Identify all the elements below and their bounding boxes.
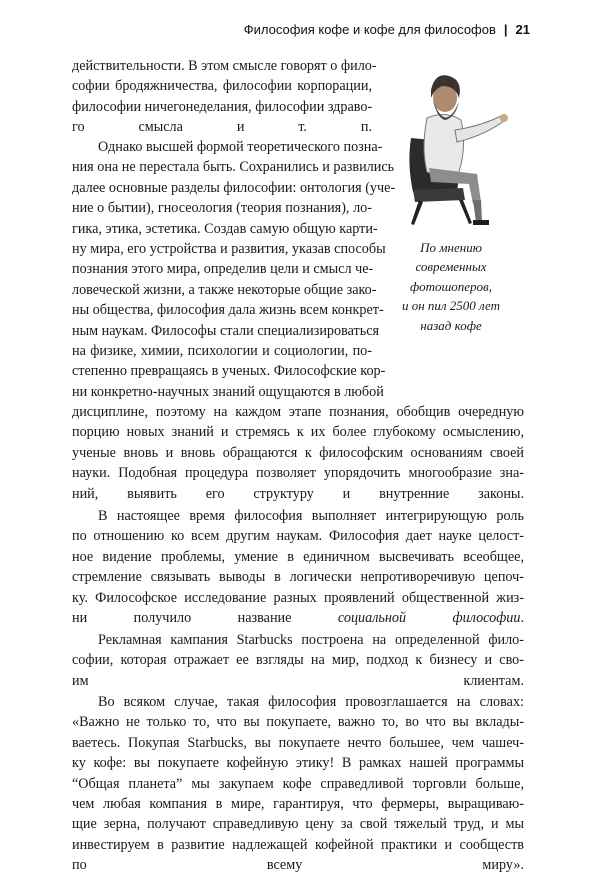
caption-line: назад кофе: [420, 317, 482, 333]
paragraph-2: [72, 137, 396, 402]
figure-caption: [381, 238, 521, 335]
text-line: по всему миру».: [72, 857, 524, 874]
text-line: на физике, химии, психологии и социологии, по-: [72, 343, 372, 360]
text-line: им клиентам.: [72, 672, 524, 689]
page-number: 21: [515, 22, 530, 37]
text-line: ное видение проблемы, умение в единичном высвечивать всеобщее,: [72, 548, 524, 565]
text-line: степенно превращаясь в ученых. Философские кор-: [72, 363, 386, 380]
text-line: стремление связывать выводы в логически непротиворечивую цепоч-: [72, 569, 524, 586]
text-line: ну мира, его устройства и развития, указав способы: [72, 241, 386, 258]
text-fragment: ни получило название: [72, 610, 338, 627]
text-line: чем любая компания в мире, гарантируя, что фермеры, выращиваю-: [72, 796, 524, 813]
text-line: действительности. В этом смысле говорят о фило-: [72, 58, 377, 74]
text-line: Во всяком случае, такая философия провозглашается на словах:: [98, 694, 524, 710]
text-line: ловеческой жизни, а также некоторые общие зако-: [72, 281, 377, 298]
text-line: ку. Философское исследование разных проявлений общественной жиз-: [72, 589, 524, 606]
caption-line: и он пил 2500 лет: [401, 298, 501, 314]
philosopher-illustration: [383, 68, 523, 228]
caption-line: современных: [415, 259, 487, 275]
text-line: «Важно не только то, что вы покупаете, важно то, во что вы вклады-: [72, 714, 524, 731]
text-line: ния она не перестала быть. Сохранились и развились: [72, 159, 395, 176]
paragraph-3: [72, 506, 524, 628]
header-separator: |: [503, 22, 508, 37]
text-line: [72, 608, 524, 628]
text-line: дисциплине, поэтому на каждом этапе познания, обобщив очередную: [72, 404, 524, 420]
text-line: ны общества, философия дала жизнь всем конкрет-: [72, 302, 384, 319]
caption-line: фотошоперов,: [410, 278, 492, 294]
paragraph-5: [72, 692, 524, 876]
paragraph-1: [72, 56, 377, 138]
text-line: В настоящее время философия выполняет интегрирующую роль: [98, 508, 524, 524]
text-line: Однако высшей формой теоретического позна-: [98, 139, 383, 155]
text-line: щие зерна, получают справедливую цену за свой тяжелый труд, и мы: [72, 816, 524, 833]
text-line: философии ничегонеделания, философии здраво-: [72, 98, 373, 115]
text-line: порцию новых знаний и стремясь к их более глубокому осмыслению,: [72, 424, 524, 441]
text-line: познания этого мира, определив цели и смысл че-: [72, 261, 374, 278]
text-line: ние о бытии), гносеология (теория познания), ло-: [72, 200, 372, 217]
emphasis-term: социальной философии: [337, 610, 521, 627]
text-line: ваетесь. Покупая Starbucks, вы покупаете нечто большее, чем чашеч-: [72, 734, 524, 751]
text-fragment: .: [520, 610, 525, 627]
text-line: науки. Подобная процедура позволяет упорядочить многообразие зна-: [72, 465, 524, 482]
text-line: инвестируем в развитие надлежащей кофейной практики и сообществ: [72, 836, 524, 853]
paragraph-2-continued: [72, 402, 524, 504]
text-line: по отношению ко всем другим наукам. Философия дает науке целост-: [72, 528, 524, 545]
paragraph-4: [72, 630, 524, 691]
text-line: софии, которая отражает ее взгляды на мир, подход к бизнесу и сво-: [72, 652, 524, 669]
text-line: ни конкретно-научных знаний ощущаются в любой: [72, 383, 384, 400]
text-line: го смысла и т. п.: [72, 119, 372, 136]
text-line: далее основные разделы философии: онтология (уче-: [72, 179, 396, 196]
text-line: Рекламная кампания Starbucks построена на определенной фило-: [98, 632, 524, 648]
text-line: гика, этика, эстетика. Создав самую общую карти-: [72, 220, 378, 237]
text-line: софии бродяжничества, философии корпорации,: [72, 78, 372, 95]
caption-line: По мнению: [420, 240, 482, 255]
text-line: ным наукам. Философы стали специализироваться: [72, 322, 380, 339]
text-line: ний, выявить его структуру и внутренние законы.: [72, 485, 524, 502]
text-line: ку кофе: вы покупаете кофейную этику! В рамках нашей программы: [72, 755, 524, 772]
text-line: “Общая планета” мы закупаем кофе справедливой торговли больше,: [72, 775, 524, 792]
header-title: Философия кофе и кофе для философов: [243, 22, 496, 37]
running-header: [244, 22, 530, 37]
text-line: ученые вновь и вновь обращаются к философским основаниям своей: [72, 444, 524, 461]
